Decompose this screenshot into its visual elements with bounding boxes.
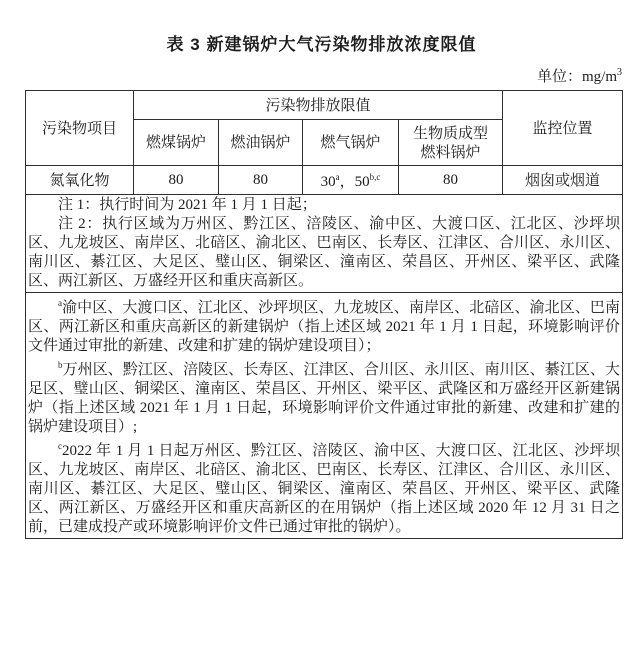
unit-prefix: 单位： — [536, 69, 582, 85]
header-biomass-boiler — [399, 120, 503, 166]
page-title: 表 3 新建锅炉大气污染物排放浓度限值 — [166, 35, 477, 54]
footnote-c-text: 2022 年 1 月 1 日起万州区、黔江区、涪陵区、渝中区、大渡口区、江北区、沙坪坝区、九龙坡区、南岸区、北碚区、渝北区、巴南区、长寿区、江津区、合川区、永川区、南川区、綦江区、大足区、璧山区、铜梁区、潼南区、荣昌区、开州区、梁平区、武隆区、两江新区、万盛经开区和重庆高新区的在用锅炉（指上述区域 2020 年 12 月 31 日之前，已建成投产或环境影响评价文件已通过审批的锅炉）。 — [28, 443, 621, 535]
footnote-a-text: 渝中区、大渡口区、江北区、沙坪坝区、九龙坡区、南岸区、北碚区、渝北区、巴南区、两江新区和重庆高新区的新建锅炉（指上述区域 2021 年 1 月 1 日起，环境影响评价文件通过审批的新建、改建和扩建的锅炉建设项目）； — [28, 300, 621, 354]
gas-limit-30-footnote-marker: a — [335, 172, 340, 182]
footnote-a — [28, 294, 620, 356]
table-row-nox — [26, 166, 623, 195]
header-biomass-boiler-label: 生物质成型燃料锅炉 — [412, 124, 488, 161]
header-oil-boiler: 燃油锅炉 — [219, 120, 303, 166]
unit-exponent: 3 — [617, 67, 622, 78]
gas-limit-50-footnote-marker: b,c — [369, 172, 381, 182]
table-notes-row — [26, 195, 623, 293]
footnote-b-text: 万州区、黔江区、涪陵区、长寿区、江津区、合川区、永川区、南川区、綦江区、大足区、璧山区、铜梁区、潼南区、荣昌区、开州区、梁平区、武隆区和万盛经开区新建锅炉（指上述区域 2021 年 1 月 1 日起，环境影响评价文件通过审批的新建、改建和扩建的锅炉建设项目）; — [28, 362, 621, 435]
gas-limit-separator: ， — [339, 174, 355, 190]
cell-monitoring-position: 烟囱或烟道 — [503, 166, 623, 195]
footnote-b-marker: b — [58, 360, 63, 370]
table-header-row-1 — [26, 91, 623, 120]
table-footnotes-row — [26, 293, 623, 539]
footnote-c-marker: c — [58, 441, 62, 451]
header-emission-limit-group: 污染物排放限值 — [134, 91, 503, 120]
gas-limit-30: 30 — [320, 174, 336, 190]
cell-oil-limit: 80 — [219, 166, 303, 195]
footnote-a-marker: a — [58, 298, 62, 308]
notes-cell — [26, 195, 623, 293]
header-monitoring-position: 监控位置 — [503, 91, 623, 166]
cell-gas-limit — [303, 166, 399, 195]
unit-value: mg/m — [581, 69, 617, 85]
header-gas-boiler: 燃气锅炉 — [303, 120, 399, 166]
unit-label — [0, 65, 622, 86]
footnote-c — [28, 437, 620, 537]
footnote-b — [28, 356, 620, 437]
note-1: 注 1：执行时间为 2021 年 1 月 1 日起； — [58, 197, 317, 213]
cell-pollutant-name: 氮氧化物 — [26, 166, 134, 195]
header-coal-boiler: 燃煤锅炉 — [134, 120, 219, 166]
note-2: 注 2：执行区域为万州区、黔江区、涪陵区、渝中区、大渡口区、江北区、沙坪坝区、九龙坡区、南岸区、北碚区、渝北区、巴南区、长寿区、江津区、合川区、永川区、南川区、綦江区、大足区、璧山区、铜梁区、潼南区、荣昌区、开州区、梁平区、武隆区、两江新区、万盛经开区和重庆高新区。 — [28, 216, 621, 289]
header-pollutant-item: 污染物项目 — [26, 91, 134, 166]
gas-limit-50: 50 — [354, 174, 370, 190]
cell-coal-limit: 80 — [134, 166, 219, 195]
emission-limits-table — [25, 90, 623, 539]
cell-biomass-limit: 80 — [399, 166, 503, 195]
footnotes-cell — [26, 293, 623, 539]
